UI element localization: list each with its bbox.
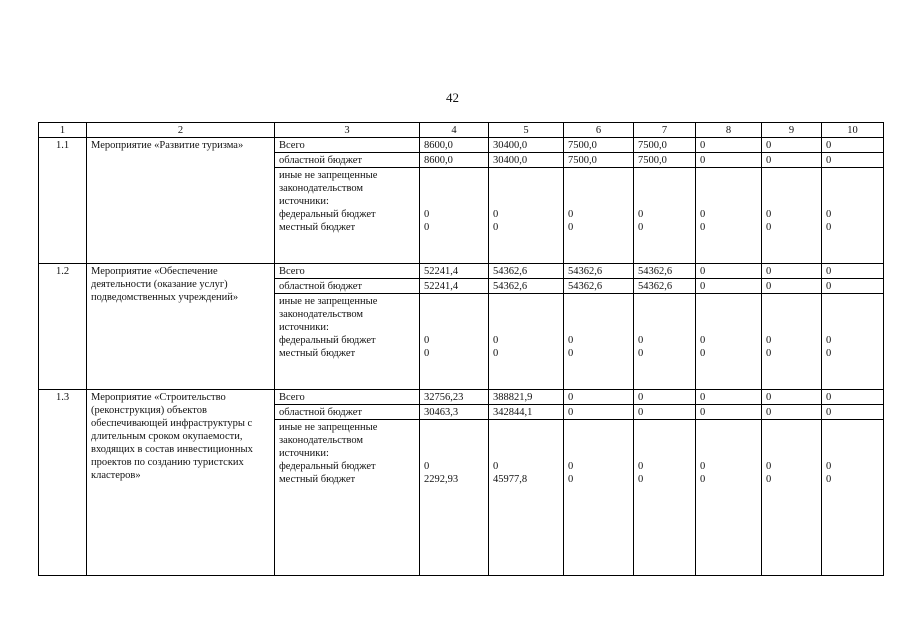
value-total: 0 <box>762 138 822 153</box>
value-local: 0 <box>493 348 499 359</box>
value-local: 0 <box>493 222 499 233</box>
column-header: 1 <box>39 123 87 138</box>
value-other <box>762 294 822 390</box>
value-total: 54362,6 <box>489 264 564 279</box>
value-federal: 0 <box>493 335 499 346</box>
budget-table <box>38 122 884 576</box>
value-federal: 0 <box>826 209 832 220</box>
value-federal: 0 <box>700 209 706 220</box>
value-local: 45977,8 <box>493 474 528 485</box>
value-total: 0 <box>762 390 822 405</box>
value-other <box>822 420 884 576</box>
value-federal: 0 <box>700 335 706 346</box>
value-regional: 8600,0 <box>420 153 489 168</box>
federal-budget-label: федеральный бюджет <box>279 335 376 346</box>
column-header: 3 <box>275 123 420 138</box>
value-local: 2292,93 <box>424 474 459 485</box>
value-federal: 0 <box>826 461 832 472</box>
value-federal: 0 <box>766 209 772 220</box>
value-regional: 0 <box>822 279 884 294</box>
value-other <box>634 168 696 264</box>
value-regional: 0 <box>822 153 884 168</box>
value-other <box>420 420 489 576</box>
value-other <box>634 294 696 390</box>
value-regional: 0 <box>762 405 822 420</box>
value-total: 32756,23 <box>420 390 489 405</box>
value-other <box>762 168 822 264</box>
value-other <box>822 294 884 390</box>
value-federal: 0 <box>568 209 574 220</box>
value-local: 0 <box>638 222 644 233</box>
table-row <box>39 264 884 279</box>
source-label-regional: областной бюджет <box>275 153 420 168</box>
value-total: 0 <box>822 264 884 279</box>
value-other <box>564 168 634 264</box>
table-row <box>39 390 884 405</box>
value-other <box>489 420 564 576</box>
item-number: 1.1 <box>39 138 87 264</box>
value-total: 7500,0 <box>564 138 634 153</box>
value-other <box>564 294 634 390</box>
value-local: 0 <box>700 348 706 359</box>
value-other <box>564 420 634 576</box>
local-budget-label: местный бюджет <box>279 474 356 485</box>
value-regional: 30400,0 <box>489 153 564 168</box>
value-other <box>762 420 822 576</box>
column-header: 7 <box>634 123 696 138</box>
value-federal: 0 <box>638 461 644 472</box>
value-federal: 0 <box>700 461 706 472</box>
value-local: 0 <box>424 348 430 359</box>
other-sources-label: иные не запрещенные законодательством источники: <box>279 296 378 333</box>
source-label-regional: областной бюджет <box>275 279 420 294</box>
value-regional: 0 <box>696 405 762 420</box>
column-header: 4 <box>420 123 489 138</box>
value-total: 54362,6 <box>564 264 634 279</box>
value-other <box>489 168 564 264</box>
value-other <box>420 294 489 390</box>
column-header: 8 <box>696 123 762 138</box>
table-row <box>39 138 884 153</box>
source-label-other <box>275 168 420 264</box>
value-regional: 0 <box>822 405 884 420</box>
value-federal: 0 <box>568 461 574 472</box>
value-local: 0 <box>826 348 832 359</box>
value-total: 0 <box>634 390 696 405</box>
value-total: 0 <box>822 390 884 405</box>
item-number: 1.2 <box>39 264 87 390</box>
value-local: 0 <box>568 222 574 233</box>
value-regional: 7500,0 <box>634 153 696 168</box>
column-header: 5 <box>489 123 564 138</box>
value-local: 0 <box>826 474 832 485</box>
source-label-total: Всего <box>275 138 420 153</box>
value-regional: 54362,6 <box>564 279 634 294</box>
value-total: 0 <box>696 138 762 153</box>
source-label-regional: областной бюджет <box>275 405 420 420</box>
value-local: 0 <box>766 222 772 233</box>
value-local: 0 <box>826 222 832 233</box>
item-name: Мероприятие «Обеспечение деятельности (оказание услуг) подведомственных учреждений» <box>87 264 275 390</box>
value-local: 0 <box>638 474 644 485</box>
value-regional: 0 <box>634 405 696 420</box>
value-local: 0 <box>568 474 574 485</box>
value-regional: 30463,3 <box>420 405 489 420</box>
value-total: 0 <box>696 390 762 405</box>
page-number: 42 <box>446 90 459 105</box>
federal-budget-label: федеральный бюджет <box>279 461 376 472</box>
value-local: 0 <box>766 474 772 485</box>
value-federal: 0 <box>493 461 499 472</box>
value-federal: 0 <box>568 335 574 346</box>
value-regional: 0 <box>696 153 762 168</box>
header-row <box>39 123 884 138</box>
value-total: 0 <box>696 264 762 279</box>
value-other <box>822 168 884 264</box>
value-regional: 0 <box>564 405 634 420</box>
value-regional: 54362,6 <box>634 279 696 294</box>
value-local: 0 <box>766 348 772 359</box>
item-name: Мероприятие «Развитие туризма» <box>87 138 275 264</box>
item-name: Мероприятие «Строительство (реконструкция) объектов обеспечивающей инфраструктуры с длительным сроком окупаемости, входящих в состав инвестиционных проектов по созданию туристских кластеров» <box>87 390 275 576</box>
value-other <box>634 420 696 576</box>
value-federal: 0 <box>638 335 644 346</box>
value-federal: 0 <box>424 461 430 472</box>
value-local: 0 <box>700 474 706 485</box>
local-budget-label: местный бюджет <box>279 222 356 233</box>
value-total: 388821,9 <box>489 390 564 405</box>
value-federal: 0 <box>766 335 772 346</box>
value-local: 0 <box>700 222 706 233</box>
value-local: 0 <box>424 222 430 233</box>
value-regional: 0 <box>762 279 822 294</box>
column-header: 6 <box>564 123 634 138</box>
source-label-total: Всего <box>275 264 420 279</box>
value-federal: 0 <box>826 335 832 346</box>
value-regional: 54362,6 <box>489 279 564 294</box>
value-other <box>696 168 762 264</box>
value-total: 0 <box>762 264 822 279</box>
value-other <box>696 420 762 576</box>
column-header: 9 <box>762 123 822 138</box>
value-total: 0 <box>822 138 884 153</box>
value-federal: 0 <box>638 209 644 220</box>
column-header: 10 <box>822 123 884 138</box>
value-regional: 342844,1 <box>489 405 564 420</box>
value-local: 0 <box>638 348 644 359</box>
value-regional: 52241,4 <box>420 279 489 294</box>
value-total: 54362,6 <box>634 264 696 279</box>
value-federal: 0 <box>493 209 499 220</box>
item-number: 1.3 <box>39 390 87 576</box>
value-federal: 0 <box>424 335 430 346</box>
value-total: 8600,0 <box>420 138 489 153</box>
value-total: 30400,0 <box>489 138 564 153</box>
value-total: 52241,4 <box>420 264 489 279</box>
source-label-total: Всего <box>275 390 420 405</box>
local-budget-label: местный бюджет <box>279 348 356 359</box>
value-other <box>420 168 489 264</box>
value-regional: 0 <box>696 279 762 294</box>
source-label-other <box>275 420 420 576</box>
column-header: 2 <box>87 123 275 138</box>
value-other <box>696 294 762 390</box>
other-sources-label: иные не запрещенные законодательством источники: <box>279 422 378 459</box>
value-regional: 0 <box>762 153 822 168</box>
federal-budget-label: федеральный бюджет <box>279 209 376 220</box>
other-sources-label: иные не запрещенные законодательством источники: <box>279 170 378 207</box>
value-federal: 0 <box>424 209 430 220</box>
value-regional: 7500,0 <box>564 153 634 168</box>
source-label-other <box>275 294 420 390</box>
value-federal: 0 <box>766 461 772 472</box>
value-local: 0 <box>568 348 574 359</box>
value-other <box>489 294 564 390</box>
value-total: 0 <box>564 390 634 405</box>
value-total: 7500,0 <box>634 138 696 153</box>
